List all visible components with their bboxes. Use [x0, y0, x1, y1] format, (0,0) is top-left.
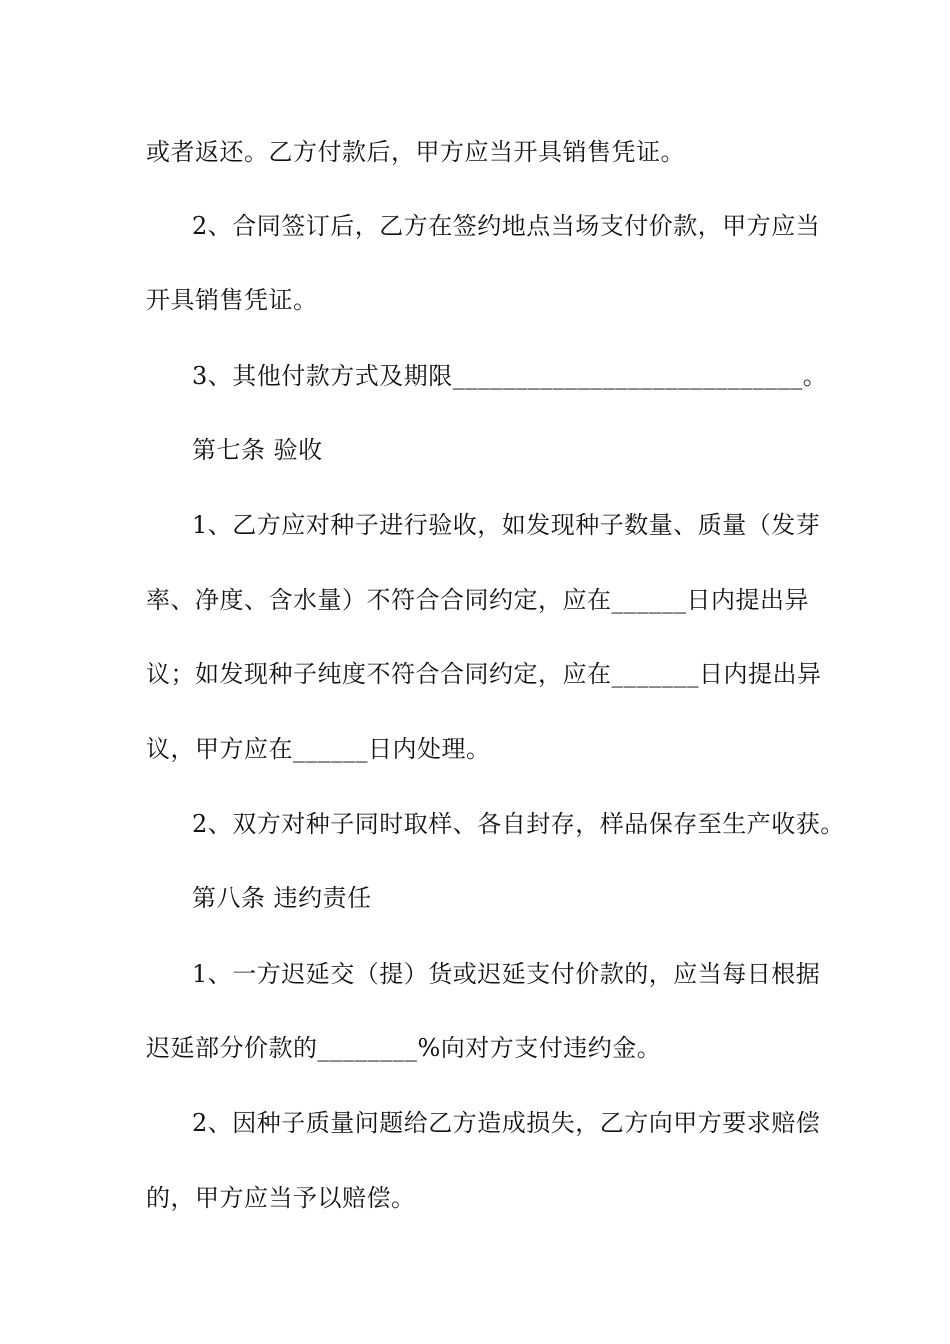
- text-line-4: 3、其他付款方式及期限____________________________。: [192, 362, 828, 390]
- text-line-8: 议；如发现种子纯度不符合合同约定，应在_______日内提出异: [146, 660, 822, 688]
- article-heading-7: 第七条 验收: [192, 436, 323, 464]
- text-line-2: 2、合同签订后，乙方在签约地点当场支付价款，甲方应当: [192, 212, 821, 240]
- text-line-9: 议，甲方应在______日内处理。: [146, 735, 491, 763]
- text-line-6: 1、乙方应对种子进行验收，如发现种子数量、质量（发芽: [192, 511, 821, 539]
- text-line-15: 的，甲方应当予以赔偿。: [146, 1184, 416, 1212]
- text-line-1: 或者返还。乙方付款后，甲方应当开具销售凭证。: [146, 138, 685, 166]
- text-line-14: 2、因种子质量问题给乙方造成损失，乙方向甲方要求赔偿: [192, 1109, 821, 1137]
- text-line-10: 2、双方对种子同时取样、各自封存，样品保存至生产收获。: [192, 810, 845, 838]
- article-heading-8: 第八条 违约责任: [192, 884, 372, 912]
- text-line-7: 率、净度、含水量）不符合合同约定，应在______日内提出异: [146, 586, 809, 614]
- text-line-3: 开具销售凭证。: [146, 286, 318, 314]
- text-line-13: 迟延部分价款的________%向对方支付违约金。: [146, 1034, 662, 1062]
- text-line-12: 1、一方迟延交（提）货或迟延支付价款的，应当每日根据: [192, 960, 821, 988]
